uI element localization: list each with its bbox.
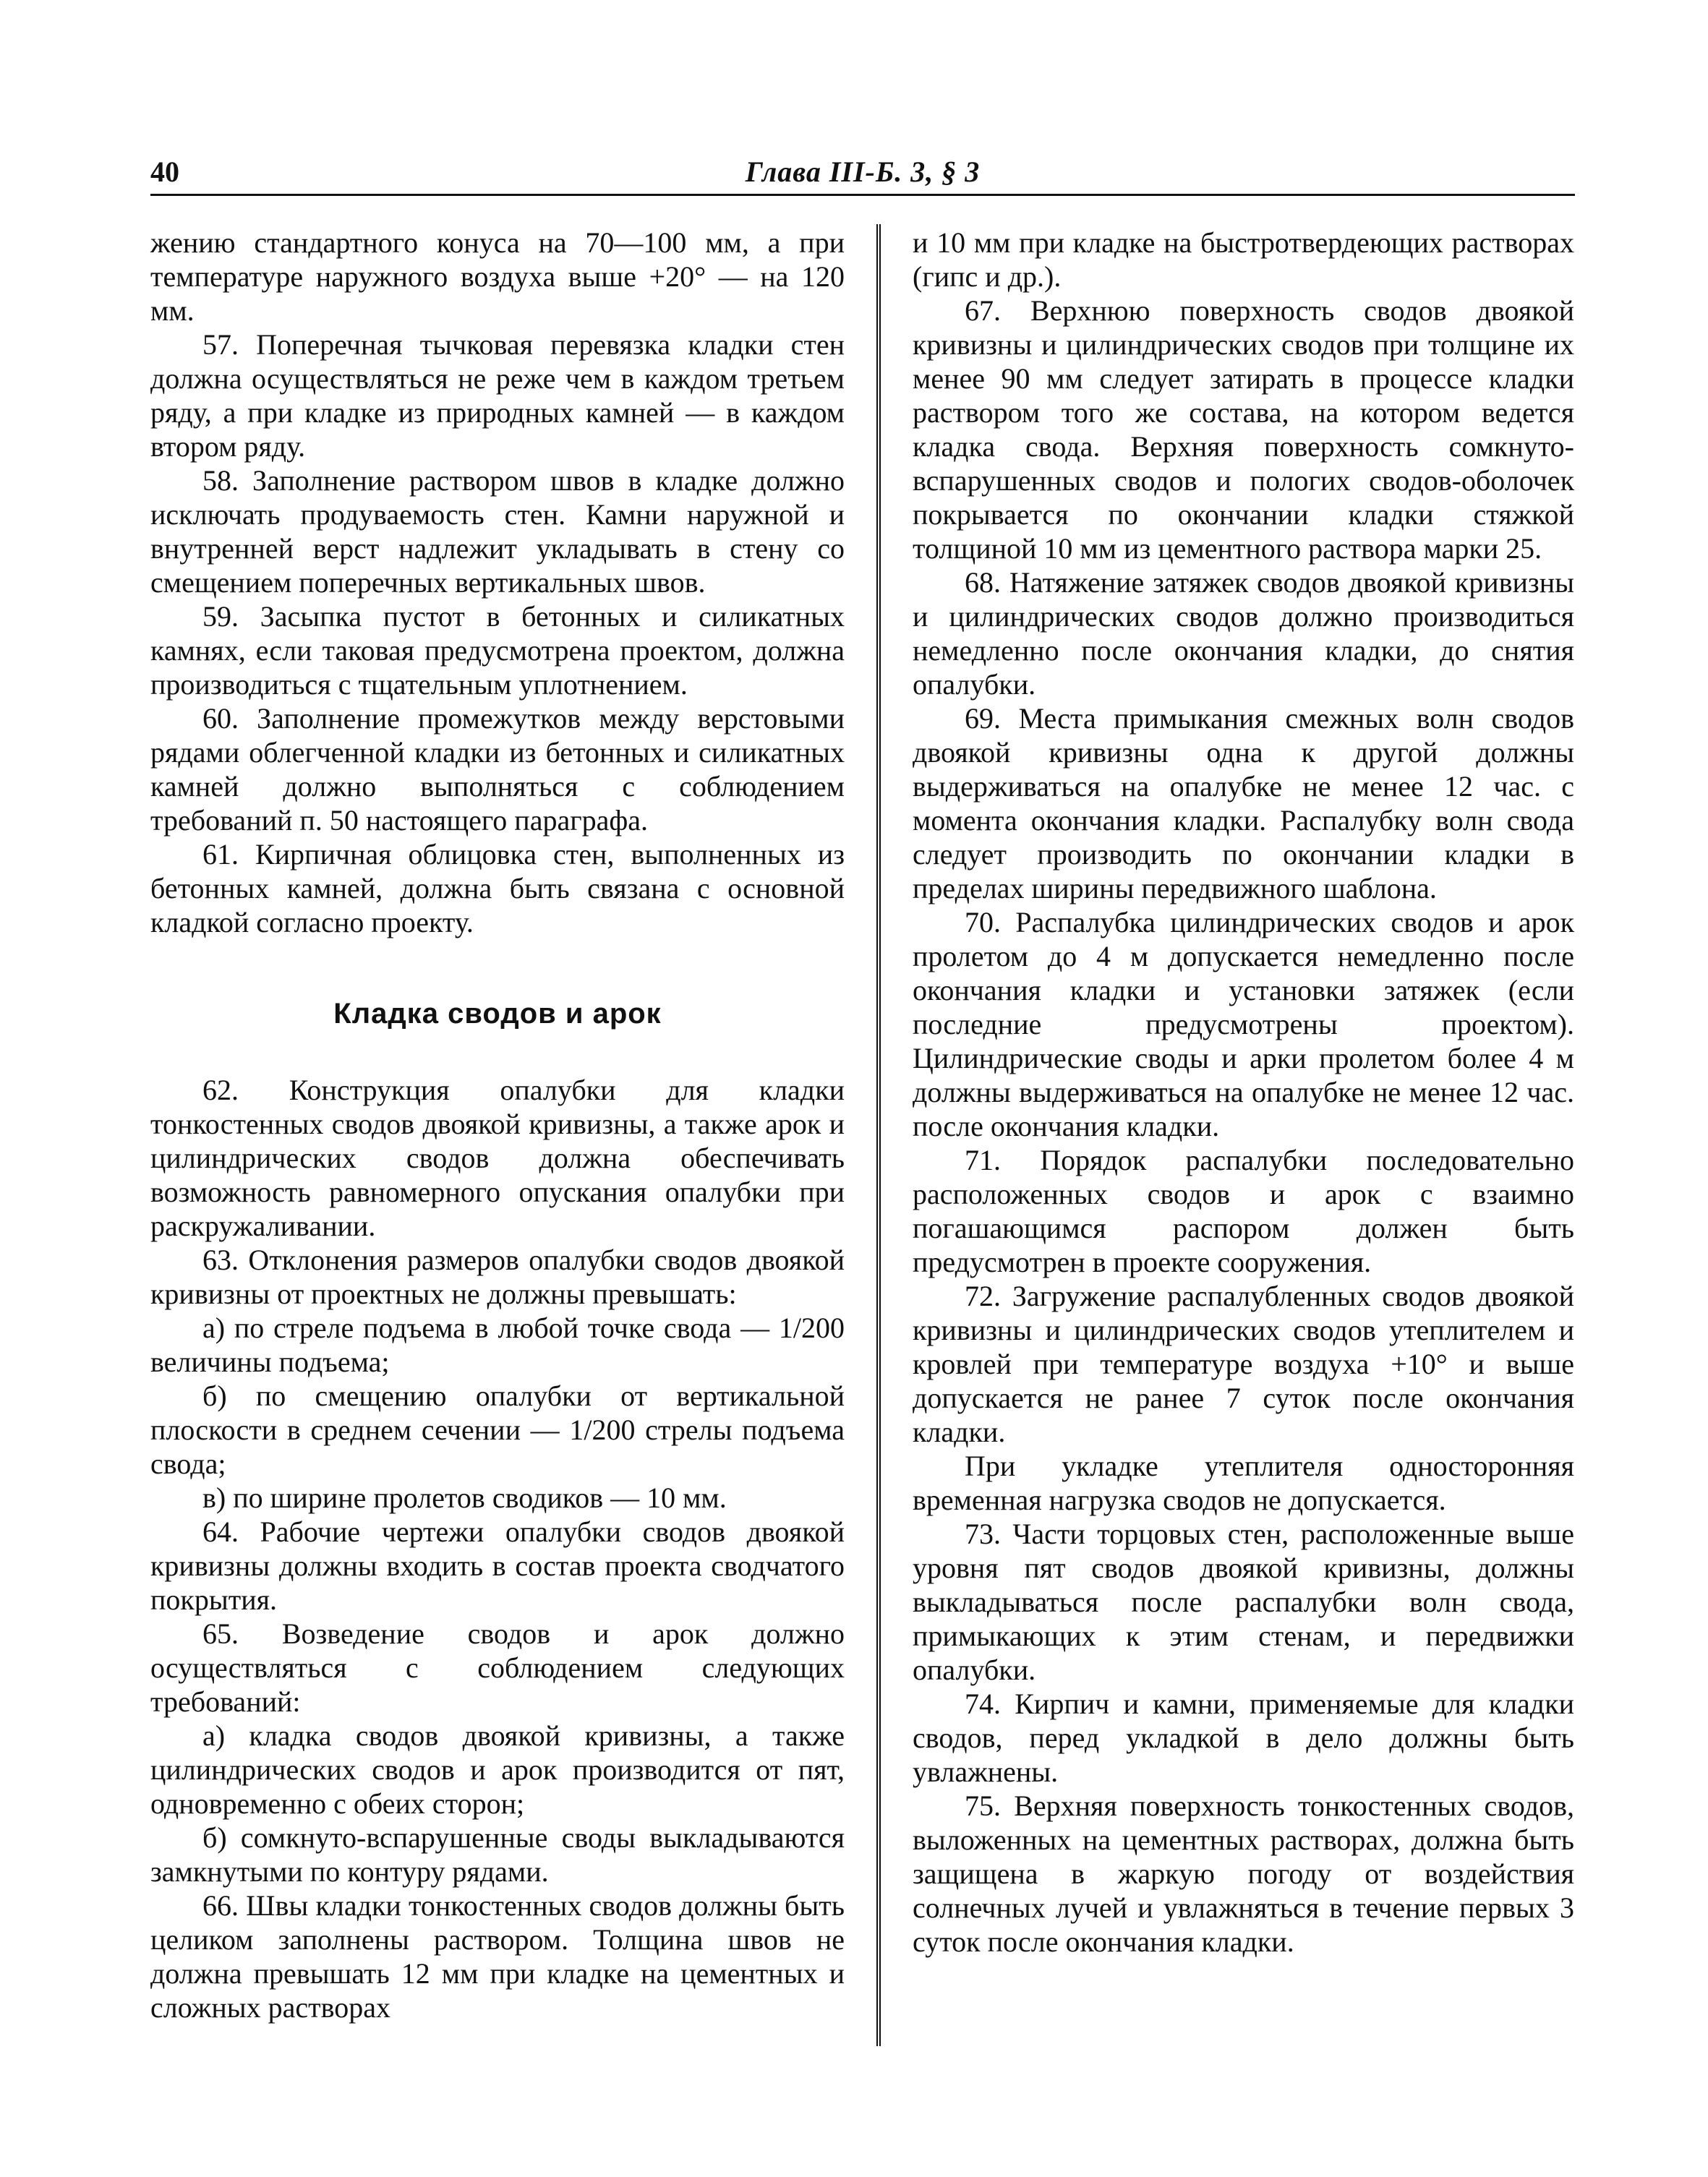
paragraph: 59. Засыпка пустот в бетонных и силикатных камнях, если таковая предусмотрена проектом, должна производиться с тщательным уплотнением. (150, 600, 845, 701)
paragraph: 61. Кирпичная облицовка стен, выполненных из бетонных камней, должна быть связана с основной кладкой согласно проекту. (150, 838, 845, 938)
paragraph: 57. Поперечная тычковая перевязка кладки стен должна осуществляться не реже чем в каждом третьем ряду, а при кладке из природных камней — в каждом втором ряду. (150, 328, 845, 463)
page-number: 40 (150, 155, 179, 188)
paragraph: 75. Верхняя поверхность тонкостенных сводов, выложенных на цементных растворах, должна быть защищена в жаркую погоду от воздействия солнечных лучей и увлажняться в течение первых 3 суток после окончания кладки. (913, 1789, 1574, 1958)
paragraph: 63. Отклонения размеров опалубки сводов двоякой кривизны от проектных не должны превышать: (150, 1244, 845, 1310)
section-heading: Кладка сводов и арок (333, 998, 662, 1030)
paragraph: 72. Загружение распалубленных сводов двоякой кривизны и цилиндрических сводов утеплителем и кровлей при температуре воздуха +10° и выше допускается не ранее 7 суток после окончания кладки. (913, 1280, 1574, 1448)
paragraph: 60. Заполнение промежутков между верстовыми рядами облегченной кладки из бетонных и силикатных камней должно выполняться с соблюдением требований п. 50 настоящего параграфа. (150, 702, 845, 837)
paragraph: 65. Возведение сводов и арок должно осуществляться с соблюдением следующих требований: (150, 1617, 845, 1718)
paragraph: в) по ширине пролетов сводиков — 10 мм. (202, 1481, 727, 1514)
header-rule (150, 194, 1575, 196)
paragraph: и 10 мм при кладке на быстротвердеющих растворах (гипс и др.). (913, 226, 1574, 293)
left-column (150, 226, 845, 2024)
running-title: Глава III-Б. 3, § 3 (745, 155, 981, 188)
paragraph: 64. Рабочие чертежи опалубки сводов двоякой кривизны должны входить в состав проекта сводчатого покрытия. (150, 1515, 845, 1616)
left-column-bottom (150, 1073, 845, 2024)
paragraph: б) по смещению опалубки от вертикальной плоскости в среднем сечении — 1/200 стрелы подъема свода; (150, 1380, 845, 1480)
paragraph: 73. Части торцовых стен, расположенные выше уровня пят сводов двоякой кривизны, должны выкладываться после распалубки волн свода, примыкающих к этим стенам, и передвижки опалубки. (913, 1518, 1574, 1686)
paragraph: При укладке утеплителя односторонняя временная нагрузка сводов не допускается. (913, 1450, 1574, 1516)
paragraph: а) кладка сводов двоякой кривизны, а также цилиндрических сводов и арок производится от пят, одновременно с обеих сторон; (150, 1719, 845, 1820)
paragraph: а) по стреле подъема в любой точке свода — 1/200 величины подъема; (150, 1312, 845, 1378)
right-column (913, 226, 1574, 1959)
paragraph: 67. Верхнюю поверхность сводов двоякой кривизны и цилиндрических сводов при толщине их менее 90 мм следует затирать в процессе кладки раствором того же состава, на котором ведется кладка свода. Верхняя поверхность сомкнуто-вспарушенных сводов и пологих сводов-оболочек покрывается по окончании кладки стяжкой толщиной 10 мм из цементного раствора марки 25. (913, 294, 1574, 565)
paragraph: 74. Кирпич и камни, применяемые для кладки сводов, перед укладкой в дело должны быть увлажнены. (913, 1688, 1574, 1788)
page-header (150, 155, 1575, 191)
left-column-top (150, 226, 845, 939)
paragraph: 62. Конструкция опалубки для кладки тонкостенных сводов двоякой кривизны, а также арок и цилиндрических сводов должна обеспечивать возможность равномерного опускания опалубки при раскружаливании. (150, 1074, 845, 1242)
column-divider (876, 224, 881, 2046)
paragraph: 70. Распалубка цилиндрических сводов и арок пролетом до 4 м допускается немедленно после окончания кладки и установки затяжек (если последние предусмотрены проектом). Цилиндрические своды и арки пролетом более 4 м должны выдерживаться на опалубке не менее 12 час. после окончания кладки. (913, 906, 1574, 1142)
right-column-body (913, 226, 1574, 1959)
paragraph: б) сомкнуто-вспарушенные своды выкладываются замкнутыми по контуру рядами. (150, 1821, 845, 1888)
paragraph: 69. Места примыкания смежных волн сводов двоякой кривизны одна к другой должны выдерживаться на опалубке не менее 12 час. с момента окончания кладки. Распалубку волн свода следует производить по окончании кладки в пределах ширины передвижного шаблона. (913, 702, 1574, 904)
paragraph: 68. Натяжение затяжек сводов двоякой кривизны и цилиндрических сводов должно производиться немедленно после окончания кладки, до снятия опалубки. (913, 566, 1574, 701)
paragraph: 71. Порядок распалубки последовательно расположенных сводов и арок с взаимно погашающимся распором должен быть предусмотрен в проекте сооружения. (913, 1144, 1574, 1278)
paragraph: 66. Швы кладки тонкостенных сводов должны быть целиком заполнены раствором. Толщина швов не должна превышать 12 мм при кладке на цементных и сложных растворах (150, 1889, 845, 2024)
paragraph: 58. Заполнение раствором швов в кладке должно исключать продуваемость стен. Камни наружной и внутренней верст надлежит укладывать в стену со смещением поперечных вертикальных швов. (150, 464, 845, 599)
paragraph: жению стандартного конуса на 70—100 мм, а при температуре наружного воздуха выше +20° — на 120 мм. (150, 226, 845, 327)
